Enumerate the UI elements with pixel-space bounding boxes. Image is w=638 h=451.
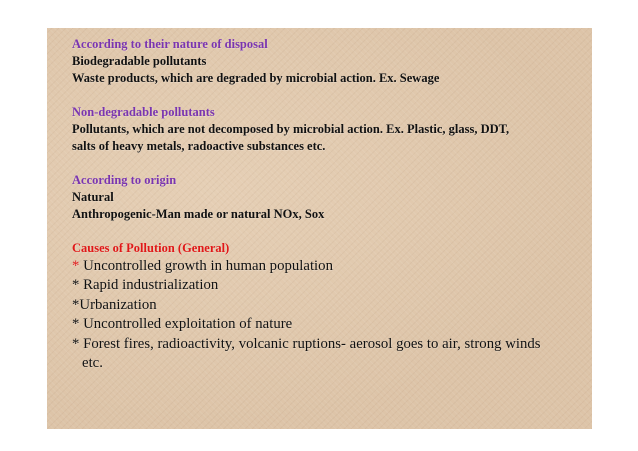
cause-item: * Uncontrolled exploitation of nature (72, 316, 293, 333)
cause-item-continuation: etc. (82, 355, 103, 372)
origin-heading: According to origin (72, 173, 177, 187)
cause-item-text: Uncontrolled growth in human population (79, 258, 333, 274)
spacer (72, 87, 577, 104)
spacer (72, 223, 577, 240)
non-degradable-title: Non-degradable pollutants (72, 105, 215, 119)
nature-heading: According to their nature of disposal (72, 37, 268, 51)
spacer (72, 155, 577, 172)
biodegradable-title: Biodegradable pollutants (72, 54, 207, 68)
slide (47, 28, 592, 429)
origin-anthropogenic: Anthropogenic-Man made or natural NOx, Sox (72, 207, 325, 221)
slide-content (72, 36, 577, 373)
causes-heading: Causes of Pollution (General) (72, 241, 230, 255)
non-degradable-description-line2: salts of heavy metals, radoactive substances etc. (72, 139, 326, 153)
origin-natural: Natural (72, 190, 114, 204)
cause-bullet-marker: * (72, 258, 80, 274)
cause-item: * Forest fires, radioactivity, volcanic ruptions- aerosol goes to air, strong winds (72, 335, 541, 352)
cause-item: *Urbanization (72, 296, 157, 313)
non-degradable-description-line1: Pollutants, which are not decomposed by microbial action. Ex. Plastic, glass, DDT, (72, 122, 510, 136)
cause-item (72, 257, 577, 276)
biodegradable-description: Waste products, which are degraded by microbial action. Ex. Sewage (72, 71, 440, 85)
cause-item: * Rapid industrialization (72, 277, 219, 294)
